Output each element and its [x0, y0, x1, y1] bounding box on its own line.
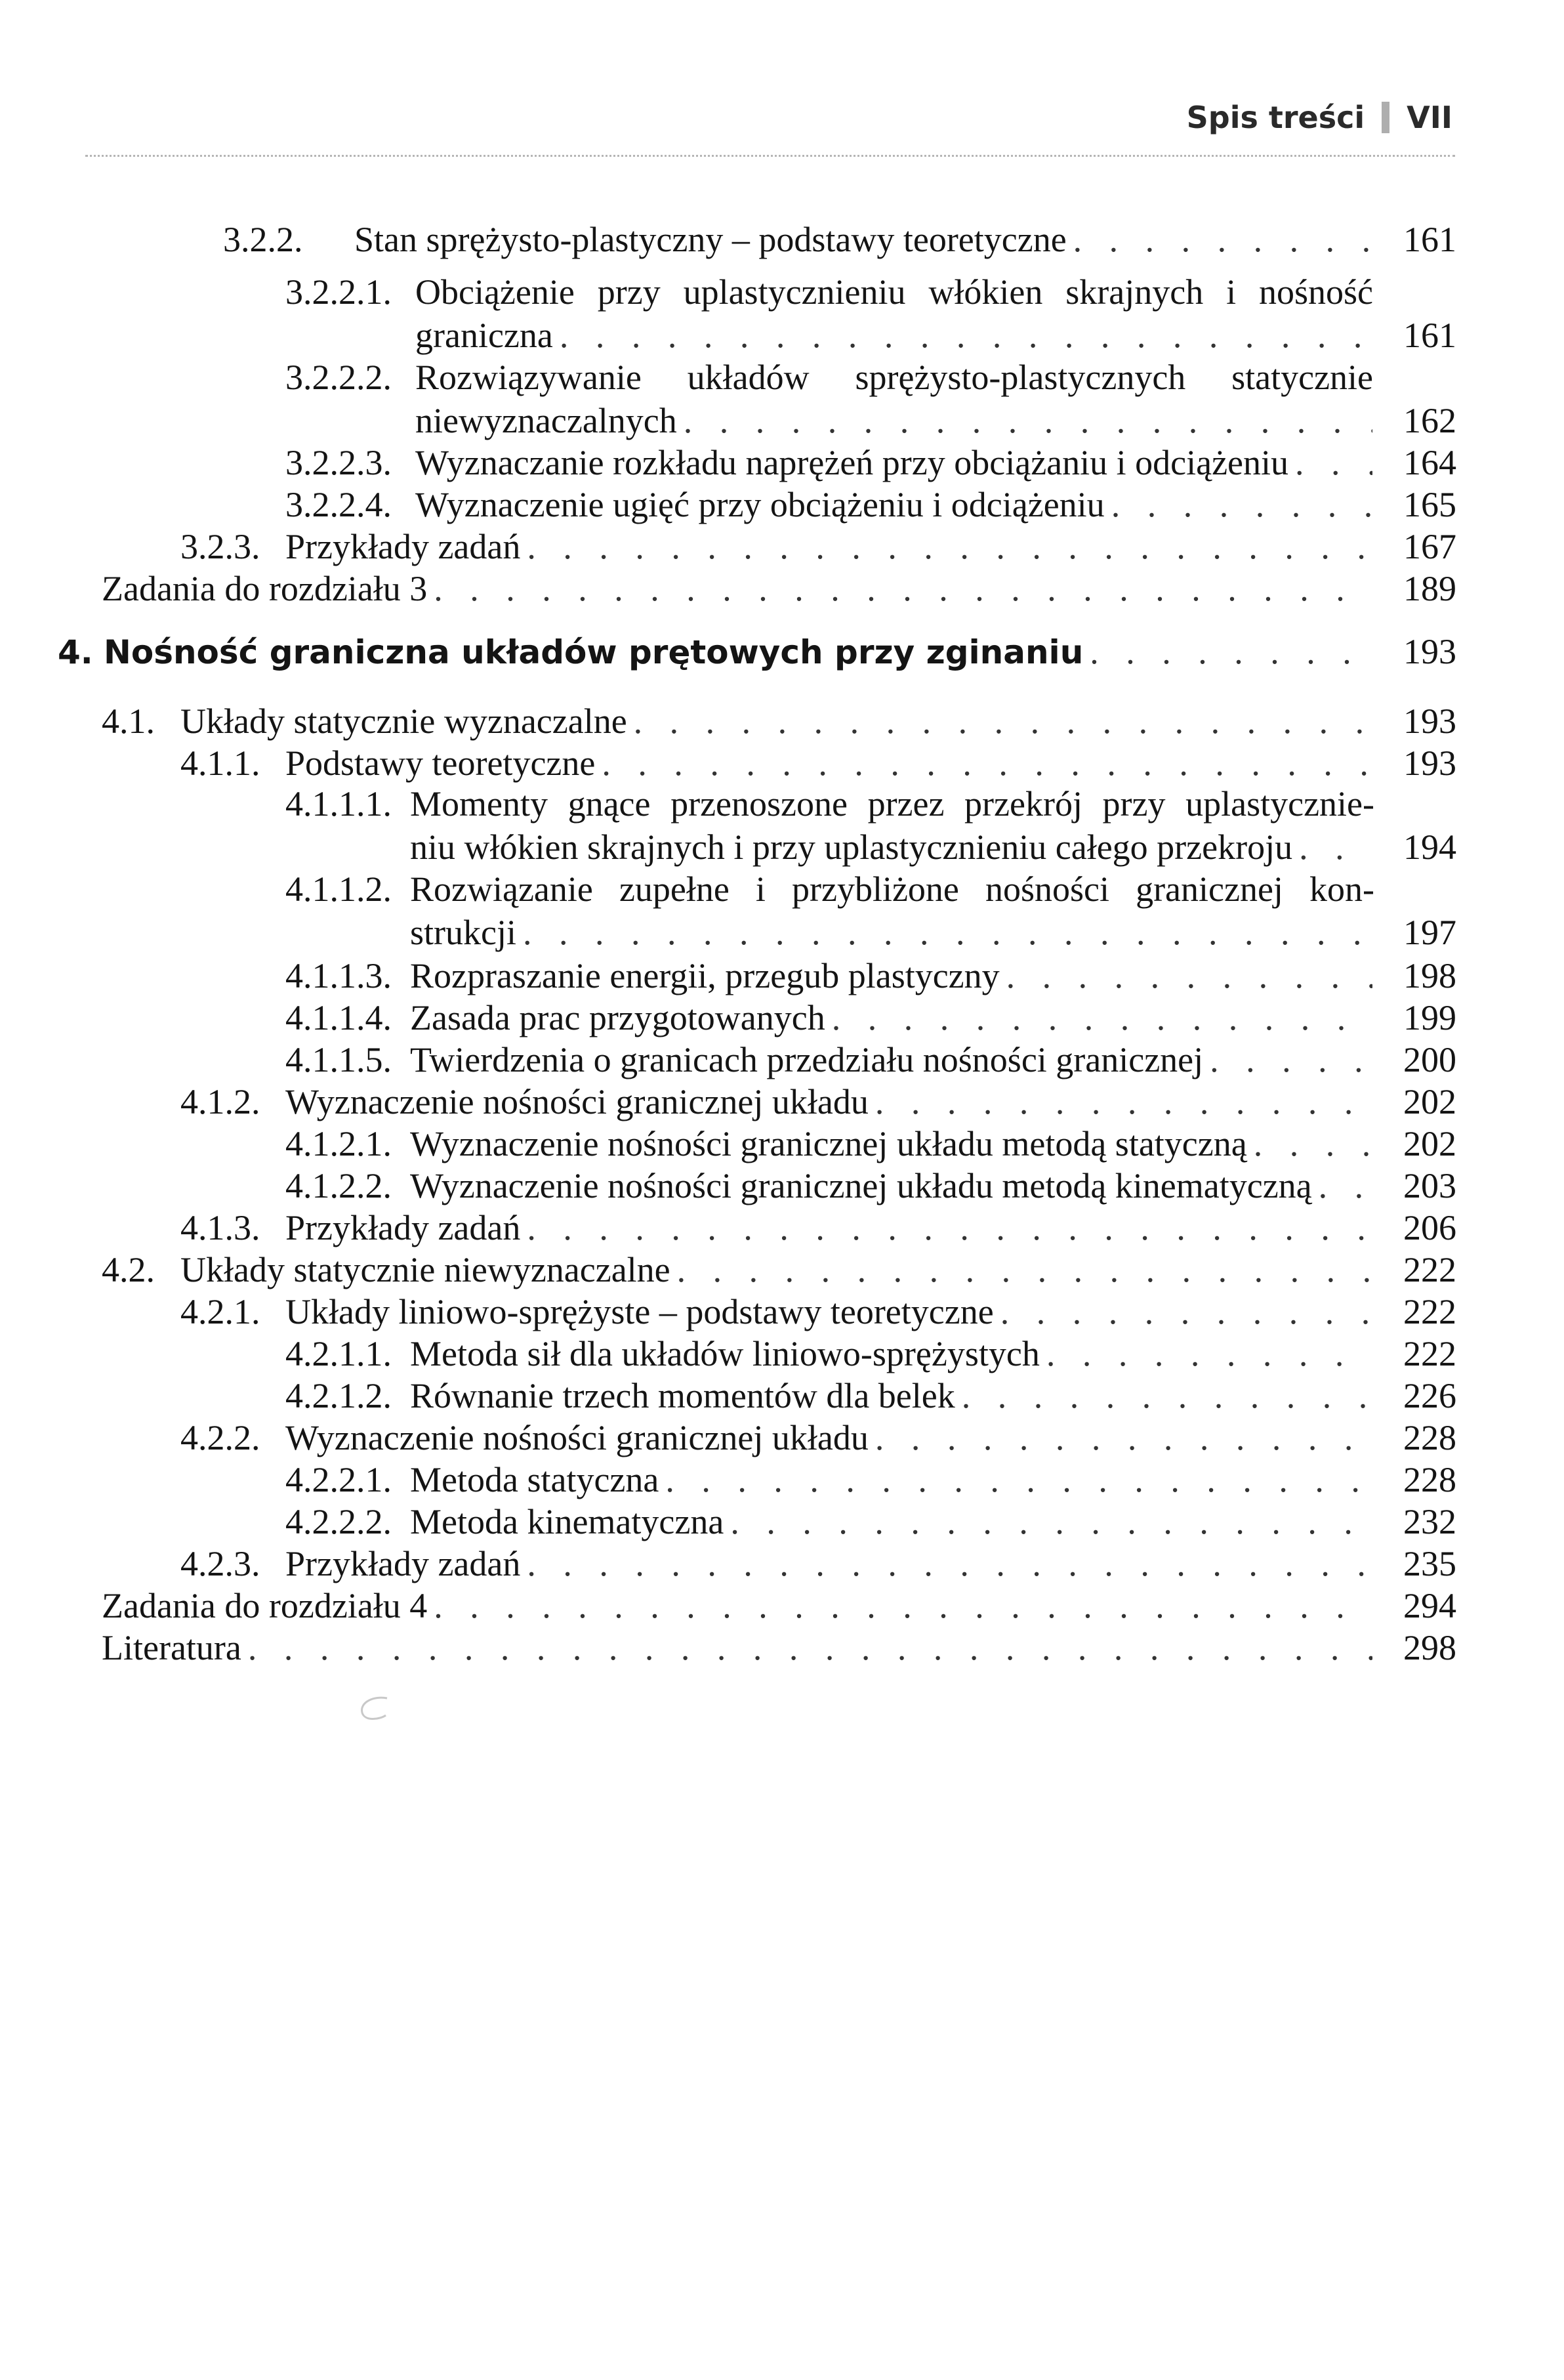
toc-entry — [285, 483, 1456, 526]
toc-entry — [285, 1458, 1456, 1501]
pencil-mark — [348, 1693, 400, 1726]
entry-title-continued: graniczna — [415, 316, 553, 355]
toc-entry — [180, 525, 1456, 568]
dot-leader — [248, 1626, 1372, 1669]
entry-title: Wyznaczanie rozkładu naprężeń przy obciążaniu i odciążeniu — [415, 443, 1289, 482]
toc-entry — [180, 1206, 1456, 1249]
toc-entry — [180, 1290, 1456, 1333]
entry-title: Momenty gnące przenoszone przez przekrój przy uplastycznie- — [410, 784, 1374, 824]
entry-number: 4.1. — [102, 701, 155, 741]
toc-entry — [102, 567, 1456, 610]
dot-leader — [560, 314, 1372, 357]
entry-title: Podstawy teoretyczne — [285, 743, 596, 783]
dot-leader — [1046, 1332, 1372, 1375]
toc-entry — [285, 1038, 1456, 1081]
toc-entry — [285, 867, 1456, 954]
toc-entry — [102, 699, 1456, 743]
dot-leader — [527, 1206, 1372, 1249]
entry-number: 4.2.2. — [180, 1418, 260, 1457]
toc-entry — [223, 218, 1456, 261]
entry-number: 4.2.1. — [180, 1292, 260, 1331]
toc-entry — [180, 1542, 1456, 1585]
entry-page: 235 — [1403, 1544, 1456, 1583]
toc-entry — [285, 1500, 1456, 1543]
dot-leader — [684, 399, 1372, 442]
entry-page: 193 — [1403, 701, 1456, 741]
entry-page: 161 — [1403, 316, 1456, 355]
dot-leader — [1299, 825, 1372, 869]
toc-entry — [180, 1080, 1456, 1123]
entry-page: 189 — [1403, 569, 1456, 608]
dot-leader — [434, 1584, 1372, 1627]
entry-page: 161 — [1403, 220, 1456, 259]
running-header — [1187, 100, 1452, 135]
entry-page: 206 — [1403, 1208, 1456, 1247]
entry-number: 4.1.3. — [180, 1208, 260, 1247]
entry-page: 167 — [1403, 527, 1456, 566]
dot-leader — [1090, 630, 1372, 673]
entry-number: 3.2.2.1. — [285, 272, 392, 312]
dot-leader — [527, 525, 1372, 568]
entry-page: 199 — [1403, 998, 1456, 1037]
entry-page: 222 — [1403, 1334, 1456, 1373]
toc-entry — [180, 1416, 1456, 1459]
entry-number: 4.2.2.2. — [285, 1502, 392, 1541]
entry-number: 4.1.1.4. — [285, 998, 392, 1037]
entry-title: Układy liniowo-sprężyste – podstawy teoretyczne — [285, 1292, 994, 1331]
entry-number: 3.2.2. — [223, 220, 303, 259]
entry-title: Układy statycznie wyznaczalne — [180, 701, 627, 741]
entry-title: Stan sprężysto-plastyczny – podstawy teoretyczne — [354, 220, 1067, 259]
dot-leader — [1254, 1122, 1372, 1165]
entry-title: Wyznaczenie nośności granicznej układu metodą kinematyczną — [410, 1166, 1312, 1205]
dot-leader — [665, 1458, 1372, 1501]
entry-title: Zadania do rozdziału 3 — [102, 569, 428, 608]
entry-page: 228 — [1403, 1418, 1456, 1457]
dot-leader — [634, 699, 1372, 743]
dot-leader — [875, 1080, 1372, 1123]
dot-leader — [832, 996, 1372, 1039]
entry-number: 4.1.1.2. — [285, 869, 392, 909]
entry-page: 200 — [1403, 1040, 1456, 1079]
header-rule — [85, 155, 1455, 157]
entry-page: 228 — [1403, 1460, 1456, 1499]
entry-page: 193 — [1403, 743, 1456, 783]
entry-number: 4.2.3. — [180, 1544, 260, 1583]
dot-leader — [527, 1542, 1372, 1585]
page-label: VII — [1407, 100, 1452, 135]
entry-title: Metoda kinematyczna — [410, 1502, 724, 1541]
dot-leader — [962, 1374, 1372, 1417]
toc-entry — [285, 1374, 1456, 1417]
entry-number: 4.1.1.5. — [285, 1040, 392, 1079]
entry-title: Zasada prac przygotowanych — [410, 998, 825, 1037]
entry-title: Rozwiązywanie układów sprężysto-plastycznych statycznie — [415, 358, 1373, 397]
entry-page: 294 — [1403, 1586, 1456, 1625]
entry-title-continued: niu włókien skrajnych i przy uplastycznieniu całego przekroju — [410, 827, 1293, 867]
toc-entry — [285, 441, 1456, 484]
entry-page: 202 — [1403, 1082, 1456, 1121]
entry-number: 4.1.2.2. — [285, 1166, 392, 1205]
dot-leader — [730, 1500, 1372, 1543]
entry-page: 202 — [1403, 1124, 1456, 1163]
dot-leader — [602, 741, 1372, 785]
toc-entry — [285, 356, 1456, 442]
entry-title: Przykłady zadań — [285, 1544, 521, 1583]
entry-page: 298 — [1403, 1628, 1456, 1667]
entry-number: 3.2.2.2. — [285, 358, 392, 397]
entry-number: 3.2.2.4. — [285, 485, 392, 524]
entry-number: 4.2. — [102, 1250, 155, 1289]
entry-title: Wyznaczenie ugięć przy obciążeniu i odciążeniu — [415, 485, 1105, 524]
chapter-title: Nośność graniczna układów prętowych przy zginaniu — [104, 633, 1084, 671]
toc-entry — [285, 1164, 1456, 1207]
dot-leader — [875, 1416, 1372, 1459]
dot-leader — [1295, 441, 1372, 484]
toc-entry — [285, 270, 1456, 357]
toc-chapter-entry — [58, 630, 1456, 674]
entry-page: 164 — [1403, 443, 1456, 482]
entry-title: Wyznaczenie nośności granicznej układu — [285, 1418, 869, 1457]
entry-page: 193 — [1403, 632, 1456, 671]
section-title: Spis treści — [1186, 100, 1365, 135]
dot-leader — [677, 1248, 1372, 1291]
entry-title: Literatura — [102, 1628, 241, 1667]
toc-entry — [285, 996, 1456, 1039]
entry-number: 4.2.1.2. — [285, 1376, 392, 1415]
entry-title: Obciążenie przy uplastycznieniu włókien skrajnych i nośność — [415, 272, 1373, 312]
entry-title: Przykłady zadań — [285, 1208, 521, 1247]
toc-entry — [285, 1122, 1456, 1165]
entry-title: Rozpraszanie energii, przegub plastyczny — [410, 956, 1000, 995]
entry-number: 4.1.1.3. — [285, 956, 392, 995]
dot-leader — [1111, 483, 1372, 526]
entry-number: 4.1.1.1. — [285, 784, 392, 824]
entry-number: 3.2.3. — [180, 527, 260, 566]
toc-entry — [285, 954, 1456, 997]
entry-title: Przykłady zadań — [285, 527, 521, 566]
entry-page: 194 — [1403, 827, 1456, 867]
entry-title: Układy statycznie niewyznaczalne — [180, 1250, 670, 1289]
entry-title: Metoda statyczna — [410, 1460, 659, 1499]
header-marker — [1382, 102, 1389, 133]
dot-leader — [1319, 1164, 1372, 1207]
entry-title-continued: strukcji — [410, 913, 516, 952]
toc-entry — [102, 1248, 1456, 1291]
entry-title: Wyznaczenie nośności granicznej układu metodą statyczną — [410, 1124, 1247, 1163]
entry-number: 3.2.2.3. — [285, 443, 392, 482]
entry-number: 4.1.1. — [180, 743, 260, 783]
dot-leader — [1000, 1290, 1372, 1333]
dot-leader — [523, 911, 1372, 954]
chapter-number: 4. — [58, 633, 93, 671]
entry-title: Zadania do rozdziału 4 — [102, 1586, 428, 1625]
entry-title: Twierdzenia o granicach przedziału nośności granicznej — [410, 1040, 1204, 1079]
entry-page: 232 — [1403, 1502, 1456, 1541]
entry-number: 4.2.1.1. — [285, 1334, 392, 1373]
entry-title: Wyznaczenie nośności granicznej układu — [285, 1082, 869, 1121]
dot-leader — [1006, 954, 1372, 997]
toc-entry — [285, 1332, 1456, 1375]
entry-title-continued: niewyznaczalnych — [415, 401, 677, 440]
entry-number: 4.1.2. — [180, 1082, 260, 1121]
toc-entry — [285, 782, 1456, 869]
entry-title: Metoda sił dla układów liniowo-sprężystych — [410, 1334, 1040, 1373]
dot-leader — [434, 567, 1372, 610]
entry-page: 222 — [1403, 1250, 1456, 1289]
entry-page: 162 — [1403, 401, 1456, 440]
entry-page: 203 — [1403, 1166, 1456, 1205]
entry-page: 222 — [1403, 1292, 1456, 1331]
toc-entry — [102, 1584, 1456, 1627]
entry-page: 197 — [1403, 913, 1456, 952]
entry-page: 226 — [1403, 1376, 1456, 1415]
dot-leader — [1210, 1038, 1372, 1081]
entry-title: Rozwiązanie zupełne i przybliżone nośności granicznej kon- — [410, 869, 1374, 909]
toc-entry — [180, 741, 1456, 785]
entry-title: Równanie trzech momentów dla belek — [410, 1376, 955, 1415]
dot-leader — [1073, 218, 1372, 261]
entry-number: 4.1.2.1. — [285, 1124, 392, 1163]
entry-page: 198 — [1403, 956, 1456, 995]
entry-number: 4.2.2.1. — [285, 1460, 392, 1499]
toc-entry — [102, 1626, 1456, 1669]
entry-page: 165 — [1403, 485, 1456, 524]
